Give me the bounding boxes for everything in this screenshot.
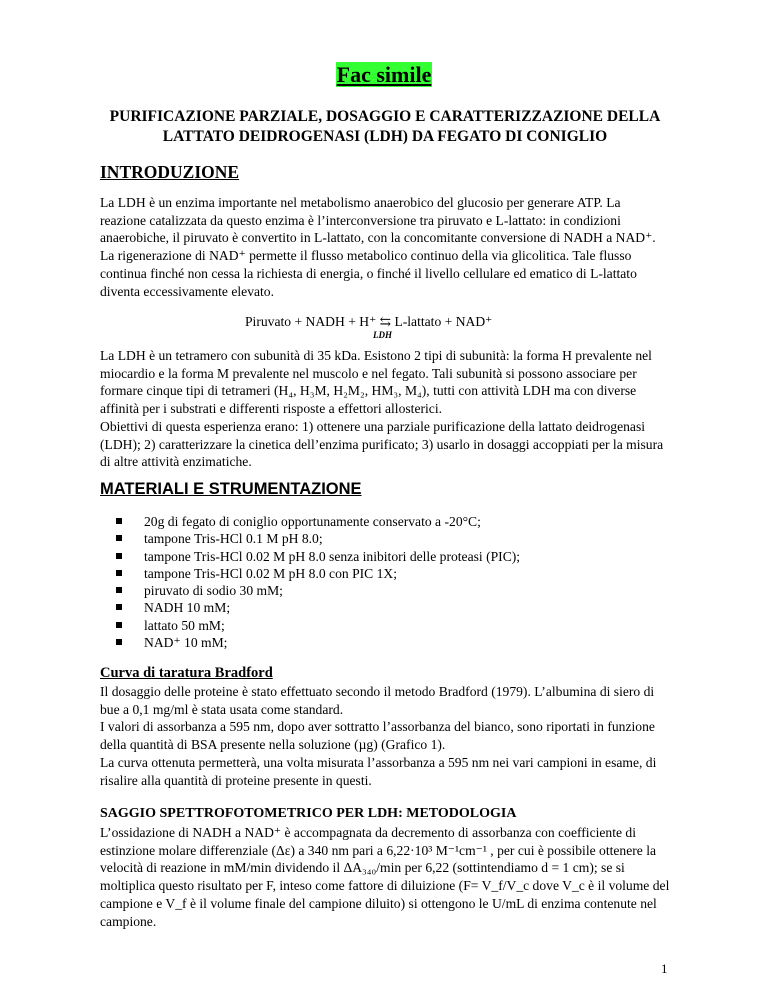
saggio-line: estinzione molare differenziale (Δε) a 340 nm pari a 6,22·10³ M⁻¹cm⁻¹ , per cui è possibile ottenere la	[100, 842, 657, 858]
bullet-icon	[116, 570, 122, 576]
list-item: tampone Tris-HCl 0.02 M pH 8.0 senza inibitori delle proteasi (PIC);	[115, 548, 520, 565]
intro-p2-line: formare cinque tipi di tetrameri (H₄, H₃M, H₂M₂, HM₃, M₄), tutti con attività LDH ma con diverse	[100, 383, 637, 399]
intro-p1-line: reazione catalizzata da questo enzima è l’interconversione tra piruvato e L-lattato: in condizioni	[100, 212, 621, 228]
title-line-2: LATTATO DEIDROGENASI (LDH) DA FEGATO DI CONIGLIO	[162, 128, 608, 145]
list-item: piruvato di sodio 30 mM;	[115, 582, 520, 599]
bradford-paragraph	[100, 683, 670, 789]
title-line-1: PURIFICAZIONE PARZIALE, DOSAGGIO E CARATTERIZZAZIONE DELLA	[109, 108, 661, 125]
bradford-line: I valori di assorbanza a 595 nm, dopo aver sottratto l’assorbanza del bianco, sono riportati in funzione	[100, 719, 655, 735]
document-title	[100, 107, 670, 147]
bullet-icon	[116, 639, 122, 645]
intro-p3-line: di altre attività enzimatiche.	[100, 454, 252, 470]
bradford-line: della quantità di BSA presente nella soluzione (µg) (Grafico 1).	[100, 737, 446, 753]
saggio-line: campione e V_f è il volume finale del campione diluito) si ottengono le U/mL di enzima contenute nel	[100, 895, 657, 911]
saggio-line: moltiplica questo risultato per F, inteso come fattore di diluizione (F= V_f/V_c dove V_c è il volume del	[100, 878, 670, 894]
bradford-line: La curva ottenuta permetterà, una volta misurata l’assorbanza a 595 nm nei vari campioni in esame, di	[100, 754, 657, 770]
intro-p3-line: (LDH); 2) caratterizzare la cinetica dell’enzima purificato; 3) usarlo in dosaggi accoppiati per la misura	[100, 436, 664, 452]
bradford-line: bue a 0,1 mg/ml è stata usata come standard.	[100, 701, 344, 717]
intro-p1-line: La LDH è un enzima importante nel metabolismo anaerobico del glucosio per generare ATP. La	[100, 195, 621, 210]
saggio-line: velocità di reazione in mM/min dividendo il ΔA₃₄₀/min per 6,22 (sottintendiamo d = 1 cm); se si	[100, 860, 625, 876]
bullet-icon	[116, 518, 122, 524]
materials-list	[115, 513, 520, 651]
intro-p3-line: Obiettivi di questa esperienza erano: 1) ottenere una parziale purificazione della lattato deidrogenasi	[100, 418, 646, 434]
intro-heading: INTRODUZIONE	[100, 162, 240, 182]
materials-heading: MATERIALI E STRUMENTAZIONE	[100, 480, 362, 498]
bullet-icon	[116, 535, 122, 541]
bullet-icon	[116, 587, 122, 593]
list-item: NAD⁺ 10 mM;	[115, 634, 520, 651]
intro-paragraph-2	[100, 347, 670, 471]
bullet-icon	[116, 622, 122, 628]
fac-simile-wrap	[0, 62, 768, 88]
intro-p2-line: affinità per i substrati e differenti risposte a effettori allosterici.	[100, 401, 442, 417]
saggio-line: L’ossidazione di NADH a NAD⁺ è accompagnata da decremento di assorbanza con coefficiente di	[100, 825, 636, 840]
saggio-paragraph	[100, 824, 670, 930]
page-number: 1	[661, 961, 668, 976]
bradford-line: risalire alla quantità di proteine presente in questi.	[100, 772, 372, 788]
reaction-enzyme-label: LDH	[373, 330, 392, 340]
saggio-line: campione.	[100, 913, 157, 929]
list-item: tampone Tris-HCl 0.1 M pH 8.0;	[115, 530, 520, 547]
bradford-heading: Curva di taratura Bradford	[100, 665, 273, 681]
list-item: tampone Tris-HCl 0.02 M pH 8.0 con PIC 1X;	[115, 565, 520, 582]
saggio-heading: SAGGIO SPETTROFOTOMETRICO PER LDH: METODOLOGIA	[100, 806, 517, 821]
bradford-line: Il dosaggio delle proteine è stato effettuato secondo il metodo Bradford (1979). L’albumina di siero di	[100, 684, 655, 699]
list-item: lattato 50 mM;	[115, 617, 520, 634]
bullet-icon	[116, 553, 122, 559]
intro-paragraph-1	[100, 194, 670, 300]
fac-simile-label: Fac simile	[336, 62, 432, 87]
intro-p1-line: anaerobiche, il piruvato è convertito in L-lattato, con la concomitante conversione di NADH a NAD⁺.	[100, 230, 656, 246]
intro-p1-line: diventa eccessivamente elevato.	[100, 283, 274, 299]
list-item: 20g di fegato di coniglio opportunamente conservato a -20°C;	[115, 513, 520, 530]
reaction-equation: Piruvato + NADH + H⁺ ⇆ L-lattato + NAD⁺	[245, 314, 493, 329]
intro-p1-line: La rigenerazione di NAD⁺ permette il flusso metabolico continuo della via glicolitica. Tale flusso	[100, 248, 632, 264]
intro-p2-line: miocardio e la forma M prevalente nel muscolo e nel fegato. Tali subunità si possono associare per	[100, 365, 637, 381]
list-item: NADH 10 mM;	[115, 599, 520, 616]
bullet-icon	[116, 604, 122, 610]
intro-p2-line: La LDH è un tetramero con subunità di 35 kDa. Esistono 2 tipi di subunità: la forma H prevalente nel	[100, 348, 652, 363]
intro-p1-line: continua finché non cessa la richiesta di energia, o finché il livello cellulare ed ematico di L-lattato	[100, 265, 637, 281]
